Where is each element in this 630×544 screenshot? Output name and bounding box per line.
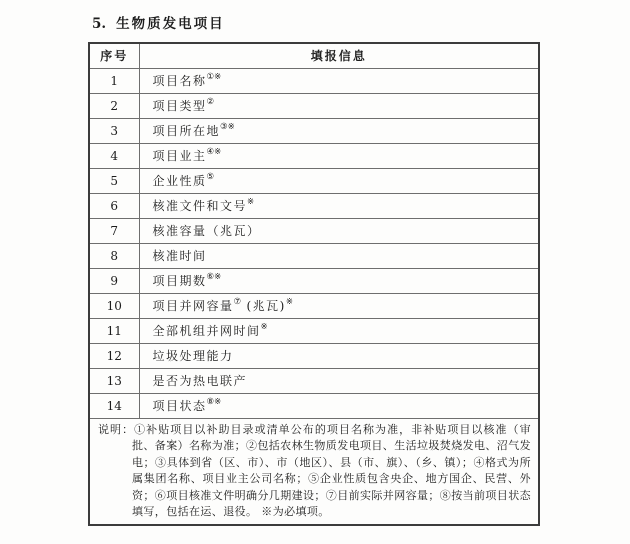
row-number: 11 bbox=[89, 318, 139, 343]
row-footnote-marker: ⑤ bbox=[206, 172, 215, 182]
notes-text bbox=[98, 422, 531, 522]
row-number: 14 bbox=[89, 393, 139, 418]
page-title bbox=[92, 12, 225, 32]
row-number: 13 bbox=[89, 368, 139, 393]
table-row bbox=[89, 343, 539, 368]
row-footnote-marker: ④※ bbox=[206, 147, 222, 157]
row-label: 项目类型 bbox=[152, 99, 207, 113]
table-row bbox=[89, 168, 539, 193]
row-label: 项目并网容量 bbox=[152, 299, 234, 313]
row-number: 12 bbox=[89, 343, 139, 368]
table-row bbox=[89, 393, 539, 418]
row-label: 项目业主 bbox=[152, 149, 207, 163]
row-footnote-marker: ⑦ bbox=[233, 297, 242, 307]
row-label: 项目所在地 bbox=[152, 124, 221, 138]
notes-label: 说明： bbox=[98, 422, 135, 436]
header-cell-serial: 序号 bbox=[89, 43, 139, 68]
biomass-project-table bbox=[88, 42, 540, 526]
header-cell-info: 填报信息 bbox=[139, 43, 539, 68]
row-number: 4 bbox=[89, 143, 139, 168]
row-label: 垃圾处理能力 bbox=[152, 349, 234, 363]
table-row bbox=[89, 68, 539, 93]
table-header-row bbox=[89, 43, 539, 68]
table-row bbox=[89, 243, 539, 268]
table-row bbox=[89, 93, 539, 118]
row-label: 核准时间 bbox=[152, 249, 207, 263]
table-row bbox=[89, 268, 539, 293]
notes-row bbox=[89, 418, 539, 525]
table-row bbox=[89, 368, 539, 393]
row-number: 7 bbox=[89, 218, 139, 243]
section-title-text: 生物质发电项目 bbox=[116, 16, 225, 32]
row-label: 是否为热电联产 bbox=[152, 374, 248, 388]
row-number: 1 bbox=[89, 68, 139, 93]
row-number: 9 bbox=[89, 268, 139, 293]
table-row bbox=[89, 318, 539, 343]
row-footnote-marker: ⑥※ bbox=[206, 272, 222, 282]
row-number: 2 bbox=[89, 93, 139, 118]
notes-body: ①补贴项目以补助目录或清单公布的项目名称为准，非补贴项目以核准（审批、备案）名称为准；②包括农林生物质发电项目、生活垃圾焚烧发电、沼气发电；③具体到省（区、市）、市（地区）、县（市、旗）、（乡、镇）；④格式为所属集团名称、项目业主公司名称；⑤企业性质包含央企、地方国企、民营、外资；⑥项目核准文件明确分几期建设；⑦目前实际并网容量；⑧按当前项目状态填写，包括在运、退役。 ※为必填项。 bbox=[132, 422, 531, 519]
row-number: 6 bbox=[89, 193, 139, 218]
row-label-unit: (兆瓦) bbox=[241, 299, 286, 313]
row-required-marker: ※ bbox=[285, 297, 293, 307]
row-footnote-marker: ※ bbox=[247, 197, 255, 207]
row-label: 核准容量（兆瓦） bbox=[152, 224, 261, 238]
row-number: 8 bbox=[89, 243, 139, 268]
table-row bbox=[89, 293, 539, 318]
row-label: 核准文件和文号 bbox=[152, 199, 248, 213]
section-number: 5. bbox=[92, 16, 107, 32]
row-footnote-marker: ※ bbox=[260, 322, 268, 332]
row-number: 3 bbox=[89, 118, 139, 143]
row-footnote-marker: ①※ bbox=[206, 72, 222, 82]
row-label: 企业性质 bbox=[152, 174, 207, 188]
row-footnote-marker: ③※ bbox=[220, 122, 235, 132]
row-label: 全部机组并网时间 bbox=[152, 324, 261, 338]
row-footnote-marker: ⑧※ bbox=[206, 397, 222, 407]
table-row bbox=[89, 118, 539, 143]
row-label: 项目期数 bbox=[152, 274, 207, 288]
table-row bbox=[89, 193, 539, 218]
row-footnote-marker: ② bbox=[206, 97, 215, 107]
table-row bbox=[89, 143, 539, 168]
row-label: 项目状态 bbox=[152, 399, 207, 413]
row-number: 10 bbox=[89, 293, 139, 318]
row-number: 5 bbox=[89, 168, 139, 193]
row-label: 项目名称 bbox=[152, 74, 207, 88]
table-row bbox=[89, 218, 539, 243]
